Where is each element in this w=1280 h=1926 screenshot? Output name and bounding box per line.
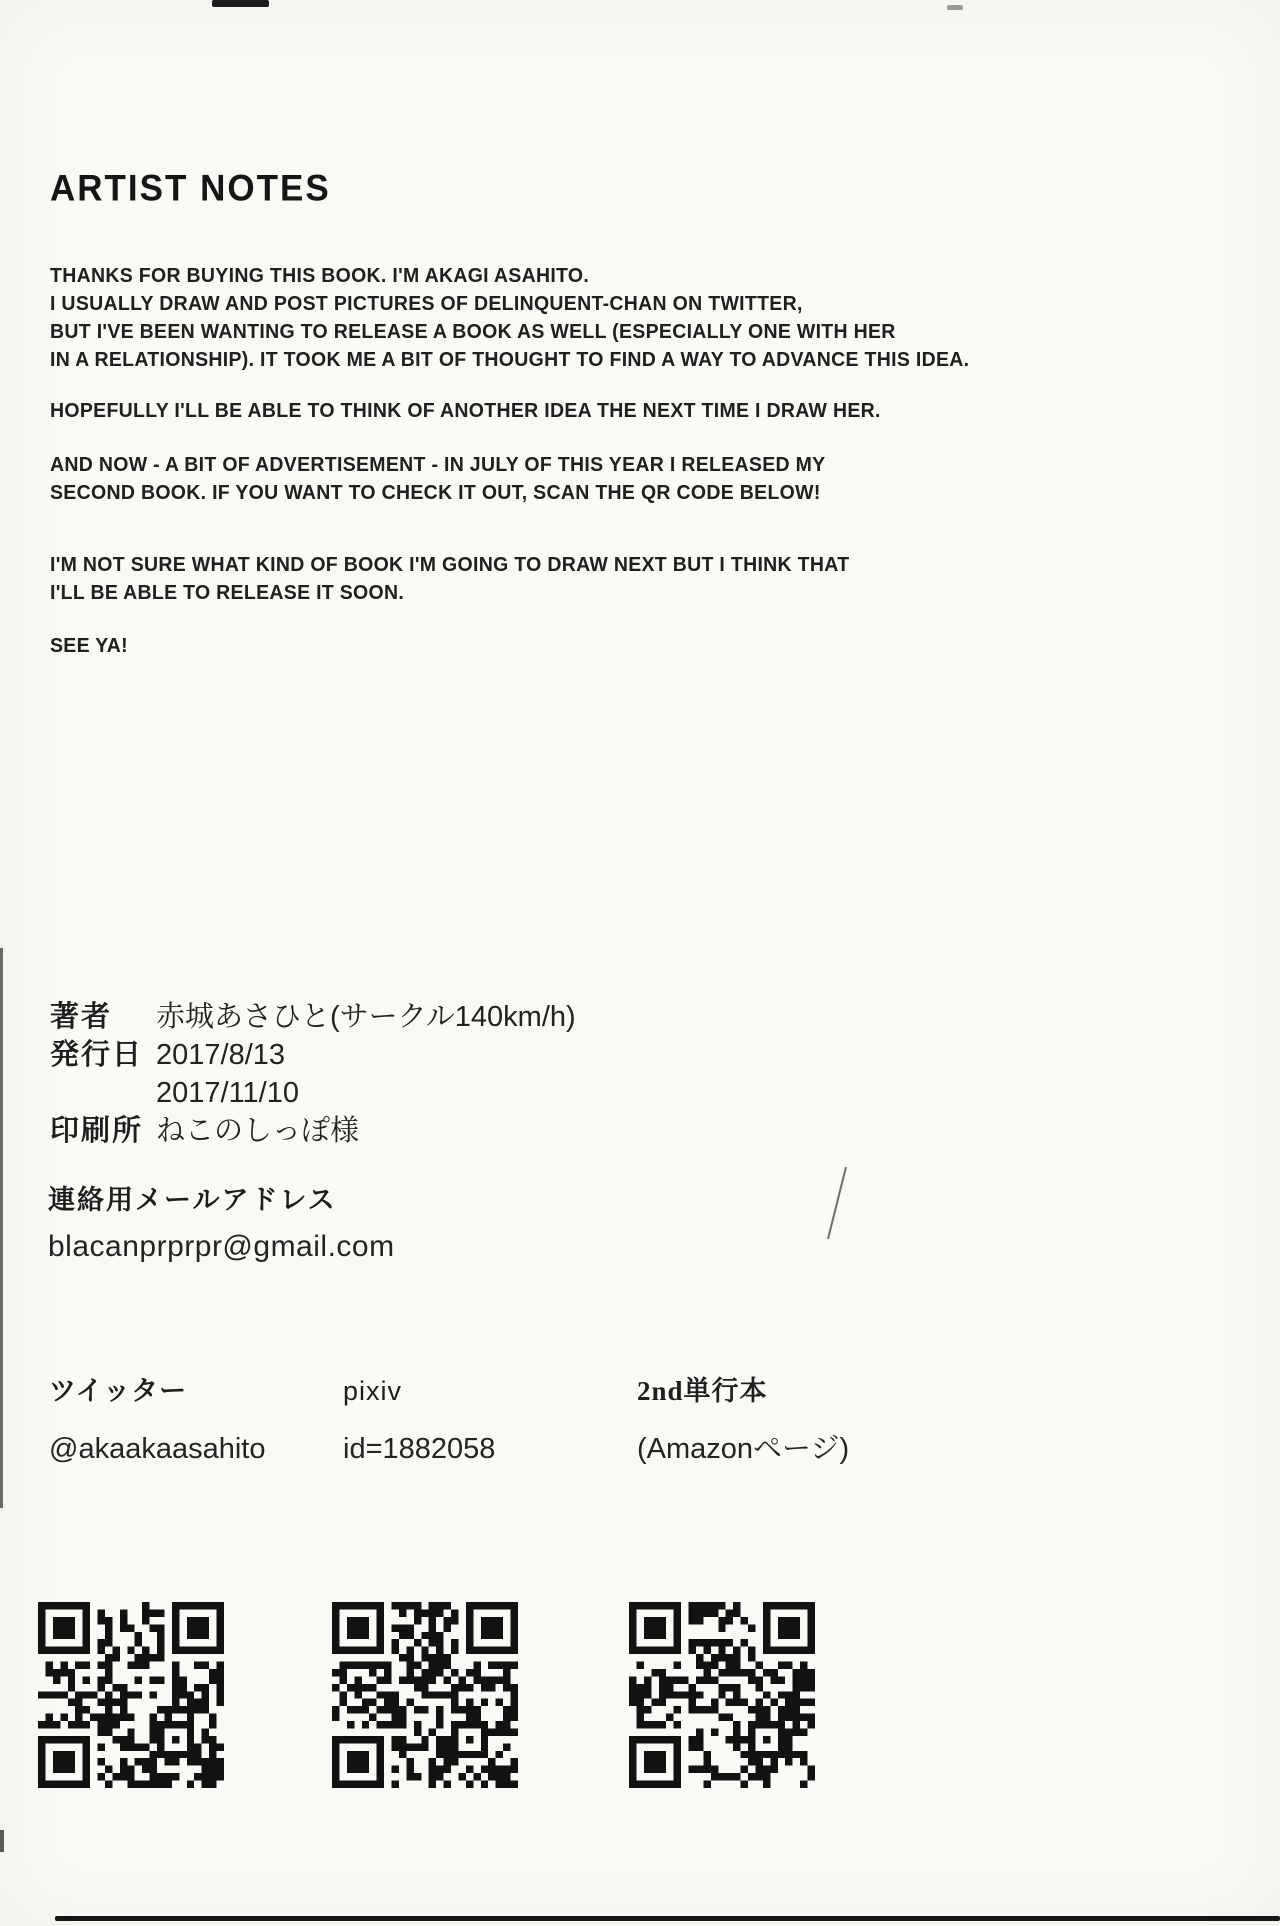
note-line: I'M NOT SURE WHAT KIND OF BOOK I'M GOING TO DRAW NEXT BUT I THINK THAT <box>50 553 850 576</box>
contact-email-label: 連絡用メールアドレス <box>48 1185 337 1215</box>
credit-value: 2017/11/10 <box>156 1077 299 1109</box>
second-book-label: 2nd単行本 <box>637 1376 768 1406</box>
link-column-twitter <box>49 1374 339 1466</box>
notes-paragraph <box>50 397 1030 425</box>
credits-block <box>50 998 576 1150</box>
notes-paragraph <box>50 451 1030 507</box>
credits-row-publish-date <box>50 1036 576 1074</box>
scan-artifact-left-mark <box>0 1830 4 1852</box>
scan-artifact-top-faint <box>947 5 963 10</box>
twitter-label: ツイッター <box>49 1376 188 1406</box>
link-column-pixiv <box>343 1374 633 1466</box>
note-line: THANKS FOR BUYING THIS BOOK. I'M AKAGI ASAHITO. <box>50 264 590 287</box>
credit-label: 発行日 <box>50 1039 144 1071</box>
note-line: BUT I'VE BEEN WANTING TO RELEASE A BOOK AS WELL (ESPECIALLY ONE WITH HER <box>50 320 896 344</box>
note-line: IN A RELATIONSHIP). IT TOOK ME A BIT OF THOUGHT TO FIND A WAY TO ADVANCE THIS IDEA. <box>50 348 970 372</box>
pixiv-id: id=1882058 <box>343 1433 496 1465</box>
credits-row-printer <box>50 1112 576 1150</box>
credit-label: 著者 <box>50 1001 113 1033</box>
qr-code-middle <box>332 1602 518 1788</box>
notes-paragraph <box>50 551 1030 607</box>
credit-value: 赤城あさひと(サークル140km/h) <box>156 1001 576 1033</box>
scan-artifact-top <box>212 0 269 7</box>
twitter-handle: @akaakaasahito <box>49 1433 266 1465</box>
scan-artifact-left-edge <box>0 948 3 1508</box>
credit-value: ねこのしっぽ様 <box>156 1115 360 1147</box>
scan-artifact-bottom-bar <box>55 1916 1280 1921</box>
link-column-second-book <box>637 1374 927 1466</box>
scan-artifact-slash <box>827 1167 847 1239</box>
note-line: I'LL BE ABLE TO RELEASE IT SOON. <box>50 581 405 605</box>
contact-email-address: blacanprprpr@gmail.com <box>48 1230 395 1263</box>
note-line: SEE YA! <box>50 634 128 657</box>
notes-paragraph <box>50 632 1030 660</box>
note-line: I USUALLY DRAW AND POST PICTURES OF DELINQUENT-CHAN ON TWITTER, <box>50 292 803 316</box>
second-book-amazon-note: (Amazonページ) <box>637 1433 850 1465</box>
credit-label: 印刷所 <box>50 1115 144 1147</box>
credits-row-author <box>50 998 576 1036</box>
credit-label <box>50 1074 156 1112</box>
qr-code-right <box>629 1602 815 1788</box>
qr-code-left <box>38 1602 224 1788</box>
pixiv-label: pixiv <box>343 1376 403 1406</box>
note-line: AND NOW - A BIT OF ADVERTISEMENT - IN JULY OF THIS YEAR I RELEASED MY <box>50 453 826 476</box>
credits-row-publish-date-2 <box>50 1074 576 1112</box>
page-title: ARTIST NOTES <box>50 168 331 209</box>
note-line: SECOND BOOK. IF YOU WANT TO CHECK IT OUT, SCAN THE QR CODE BELOW! <box>50 481 821 505</box>
notes-paragraph <box>50 262 1030 374</box>
note-line: HOPEFULLY I'LL BE ABLE TO THINK OF ANOTHER IDEA THE NEXT TIME I DRAW HER. <box>50 399 881 422</box>
credit-value: 2017/8/13 <box>156 1039 286 1071</box>
